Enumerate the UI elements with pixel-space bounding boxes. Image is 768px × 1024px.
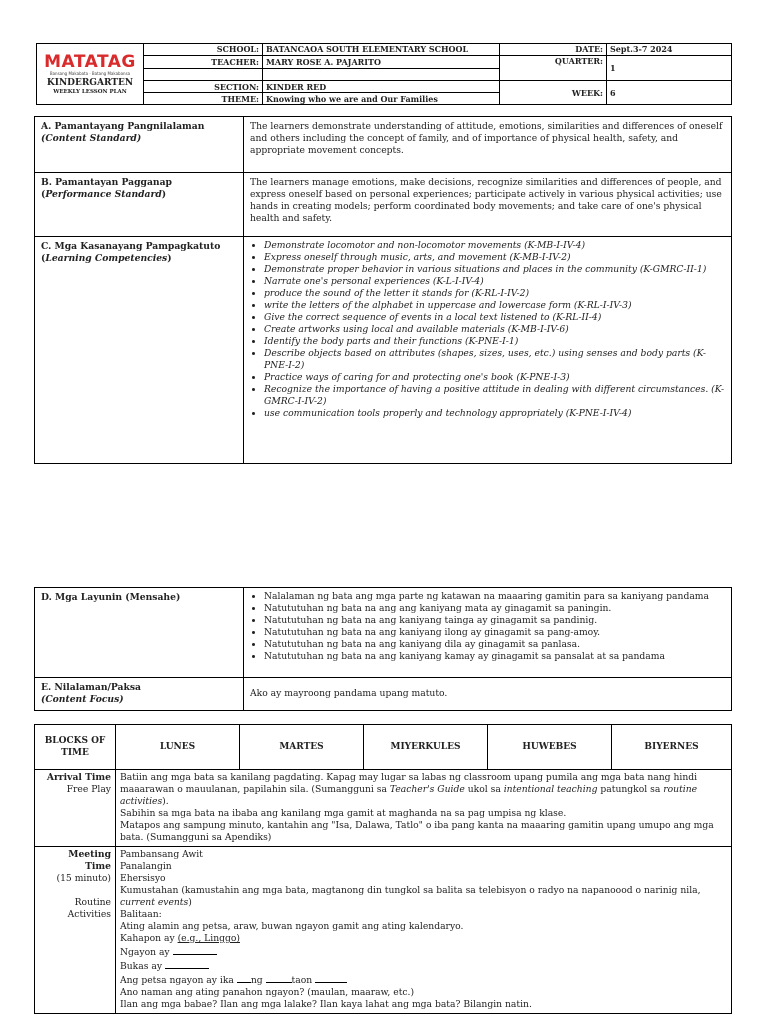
- section-value: KINDER RED: [263, 81, 500, 93]
- objectives-list: [250, 591, 725, 663]
- date-label: DATE:: [500, 44, 607, 56]
- level-label: KINDERGARTEN: [46, 77, 134, 88]
- arrival-text: ).: [162, 796, 169, 807]
- meeting-sub-2: Activities: [67, 909, 111, 920]
- meeting-line: Panalangin: [120, 861, 172, 872]
- meeting-text: Ngayon ay: [120, 947, 170, 958]
- day-header-biyernes: BIYERNES: [612, 725, 732, 770]
- meeting-text: ng: [250, 975, 263, 986]
- meeting-text: taon: [291, 975, 313, 986]
- arrival-text-em: intentional teaching: [503, 784, 598, 795]
- content-standard-text: The learners demonstrate understanding of attitude, emotions, similarities and differences of oneself and others including the concept of family, and of importance of physical health, safety, and appropriate movement concepts.: [244, 117, 732, 173]
- meeting-text: ): [188, 897, 192, 908]
- arrival-content: [116, 770, 732, 847]
- list-item: • Natututuhan ng bata na ang ang kaniyang mata ay ginagamit sa paningin.: [264, 603, 725, 615]
- date-value: Sept.3-7 2024: [607, 44, 732, 56]
- meeting-line: Ilan ang mga babae? Ilan ang mga lalake? Ilan kaya lahat ang mga bata? Bilangin natin.: [120, 999, 532, 1010]
- arrival-paragraph-3: Matapos ang sampung minuto, kantahin ang "Isa, Dalawa, Tatlo" o iba pang kanta na maaaring gamitin upang umupo ang mga bata. (Sumangguni sa Apendiks): [120, 820, 714, 843]
- list-item: • produce the sound of the letter it stands for (K-RL-I-IV-2): [264, 288, 725, 300]
- list-item: • Natututuhan ng bata na ang kaniyang dila ay ginagamit sa panlasa.: [264, 639, 725, 651]
- list-item: • Give the correct sequence of events in a local text listened to (K-RL-II-4): [264, 312, 725, 324]
- school-label: SCHOOL:: [144, 44, 263, 56]
- list-item: • Natututuhan ng bata na ang kaniyang tainga ay ginagamit sa pandinig.: [264, 615, 725, 627]
- header-table: [36, 43, 732, 105]
- day-header-miyerkules: MIYERKULES: [364, 725, 488, 770]
- plan-type-label: WEEKLY LESSON PLAN: [53, 88, 127, 95]
- section-label: SECTION:: [144, 81, 263, 93]
- performance-paren-open: (: [41, 189, 46, 200]
- objectives-title: D. Mga Layunin (Mensahe): [41, 592, 181, 603]
- list-item: • Demonstrate proper behavior in various situations and places in the community (K-GMRC-II-1): [264, 264, 725, 276]
- fill-blank: [237, 973, 251, 983]
- theme-value: Knowing who we are and Our Families: [263, 93, 500, 105]
- meeting-text: Kumustahan (kamustahin ang mga bata, magtanong din tungkol sa balita sa telebisyon o radyo na napanoood o narinig nila,: [120, 885, 701, 896]
- list-item: • Recognize the importance of having a positive attitude in dealing with different circumstances. (K-GMRC-I-IV-2): [264, 384, 725, 408]
- day-header-martes: MARTES: [240, 725, 364, 770]
- objectives-list-cell: [244, 588, 732, 678]
- arrival-time-block: [35, 770, 116, 847]
- meeting-line: [120, 945, 727, 959]
- objectives-table: [34, 587, 732, 711]
- competencies-paren-close: ): [167, 253, 172, 264]
- meeting-line: Ehersisyo: [120, 873, 166, 884]
- blank-cell-2: [263, 68, 500, 81]
- content-standard-title: A. Pamantayang Pangnilalaman: [41, 121, 205, 132]
- competencies-subtitle: Learning Competencies: [45, 253, 168, 264]
- arrival-text-em: Teacher's Guide: [389, 784, 465, 795]
- meeting-text-em: current events: [120, 897, 189, 908]
- meeting-line: [120, 973, 727, 987]
- content-focus-title: E. Nilalaman/Paksa: [41, 682, 141, 693]
- standards-table: [34, 116, 732, 464]
- teacher-value: MARY ROSE A. PAJARITO: [263, 55, 500, 68]
- performance-standard-text: The learners manage emotions, make decisions, recognize similarities and differences of people, and express oneself based on personal experiences; participate actively in various physical activities; use hands in creating models; perform coordinated body movements; and take care of one's physical health and safety.: [244, 173, 732, 237]
- brand-tagline: Bansang Makabata · Batang Makabansa: [49, 70, 131, 76]
- arrival-text: Batiin ang mga bata sa kanilang pagdating. Kapag may lugar sa labas ng classroom upang pumila ang mga bata nang hindi maaarawan o mauulanan, papilahin sila. (Sumangguni sa: [120, 772, 698, 795]
- week-value: 6: [607, 81, 732, 105]
- quarter-label: QUARTER:: [500, 55, 607, 81]
- meeting-line: Pambansang Awit: [120, 849, 203, 860]
- meeting-title-1: Meeting: [68, 849, 111, 860]
- content-focus-title-cell: [35, 678, 244, 711]
- meeting-time-block: [35, 847, 116, 1014]
- quarter-value: 1: [607, 55, 732, 81]
- arrival-title: Arrival Time: [46, 772, 111, 783]
- arrival-paragraph-1: [120, 772, 727, 808]
- meeting-line: [120, 959, 727, 973]
- list-item: • use communication tools properly and technology appropriately (K-PNE-I-IV-4): [264, 408, 725, 420]
- list-item: • write the letters of the alphabet in uppercase and lowercase form (K-RL-I-IV-3): [264, 300, 725, 312]
- meeting-line: Ano naman ang ating panahon ngayon? (maulan, maaraw, etc.): [120, 987, 415, 998]
- meeting-text-underlined: (e.g., Linggo): [177, 933, 240, 944]
- fill-blank: [165, 959, 209, 969]
- performance-standard-title: B. Pamantayan Pagganap: [41, 177, 172, 188]
- competencies-paren-open: (: [41, 253, 46, 264]
- day-header-huwebes: HUWEBES: [488, 725, 612, 770]
- blank-cell-1: [144, 68, 263, 81]
- competencies-title: C. Mga Kasanayang Pampagkatuto: [41, 241, 221, 252]
- meeting-duration: (15 minuto): [56, 873, 111, 884]
- theme-label: THEME:: [144, 93, 263, 105]
- meeting-line: Balitaan:: [120, 909, 162, 920]
- objectives-title-cell: [35, 588, 244, 678]
- arrival-text-em: routine activities: [120, 784, 698, 807]
- competencies-list-cell: [244, 237, 732, 464]
- meeting-text: Ang petsa ngayon ay ika: [120, 975, 234, 986]
- competencies-title-cell: [35, 237, 244, 464]
- list-item: • Nalalaman ng bata ang mga parte ng katawan na maaaring gamitin para sa kaniyang pandama: [264, 591, 725, 603]
- fill-blank: [173, 945, 217, 955]
- performance-standard-subtitle: Performance Standard: [45, 189, 162, 200]
- day-header-lunes: LUNES: [116, 725, 240, 770]
- list-item: • Create artworks using local and available materials (K-MB-I-IV-6): [264, 324, 725, 336]
- arrival-paragraph-2: Sabihin sa mga bata na ibaba ang kanilang mga gamit at maghanda na sa pag umpisa ng klase.: [120, 808, 567, 819]
- meeting-text: Kahapon ay: [120, 933, 178, 944]
- meeting-line: [120, 885, 727, 909]
- performance-standard-title-cell: [35, 173, 244, 237]
- meeting-title-2: Time: [85, 861, 111, 872]
- matatag-logo: MATATAG: [44, 51, 136, 72]
- content-focus-text: Ako ay mayroong pandama upang matuto.: [244, 678, 732, 711]
- competencies-list: [250, 240, 725, 420]
- content-standard-subtitle: (Content Standard): [41, 133, 142, 144]
- schedule-table: [34, 724, 732, 1014]
- list-item: • Demonstrate locomotor and non-locomotor movements (K-MB-I-IV-4): [264, 240, 725, 252]
- list-item: • Natututuhan ng bata na ang kaniyang ilong ay ginagamit sa pang-amoy.: [264, 627, 725, 639]
- fill-blank: [315, 973, 347, 983]
- list-item: • Practice ways of caring for and protecting one's book (K-PNE-I-3): [264, 372, 725, 384]
- meeting-line: Ating alamin ang petsa, araw, buwan ngayon gamit ang ating kalendaryo.: [120, 921, 464, 932]
- meeting-line: [120, 933, 727, 945]
- logo-cell: [37, 44, 144, 105]
- content-standard-title-cell: [35, 117, 244, 173]
- list-item: • Natututuhan ng bata na ang kaniyang kamay ay ginagamit sa pansalat at sa pandama: [264, 651, 725, 663]
- fill-blank: [266, 973, 292, 983]
- meeting-sub-1: Routine: [74, 897, 111, 908]
- meeting-content: [116, 847, 732, 1014]
- list-item: • Describe objects based on attributes (shapes, sizes, uses, etc.) using senses and body parts (K-PNE-I-2): [264, 348, 725, 372]
- blocks-of-time-header: BLOCKS OF TIME: [35, 725, 116, 770]
- list-item: • Express oneself through music, arts, and movement (K-MB-I-IV-2): [264, 252, 725, 264]
- school-value: BATANCAOA SOUTH ELEMENTARY SCHOOL: [263, 44, 500, 56]
- meeting-text: Bukas ay: [120, 961, 163, 972]
- teacher-label: TEACHER:: [144, 55, 263, 68]
- arrival-text: patungkol sa: [597, 784, 664, 795]
- arrival-text: ukol sa: [464, 784, 504, 795]
- content-focus-subtitle: (Content Focus): [41, 694, 124, 705]
- list-item: • Narrate one's personal experiences (K-L-I-IV-4): [264, 276, 725, 288]
- arrival-sub: Free Play: [66, 784, 111, 795]
- list-item: • Identify the body parts and their functions (K-PNE-I-1): [264, 336, 725, 348]
- performance-paren-close: ): [161, 189, 167, 200]
- week-label: WEEK:: [500, 81, 607, 105]
